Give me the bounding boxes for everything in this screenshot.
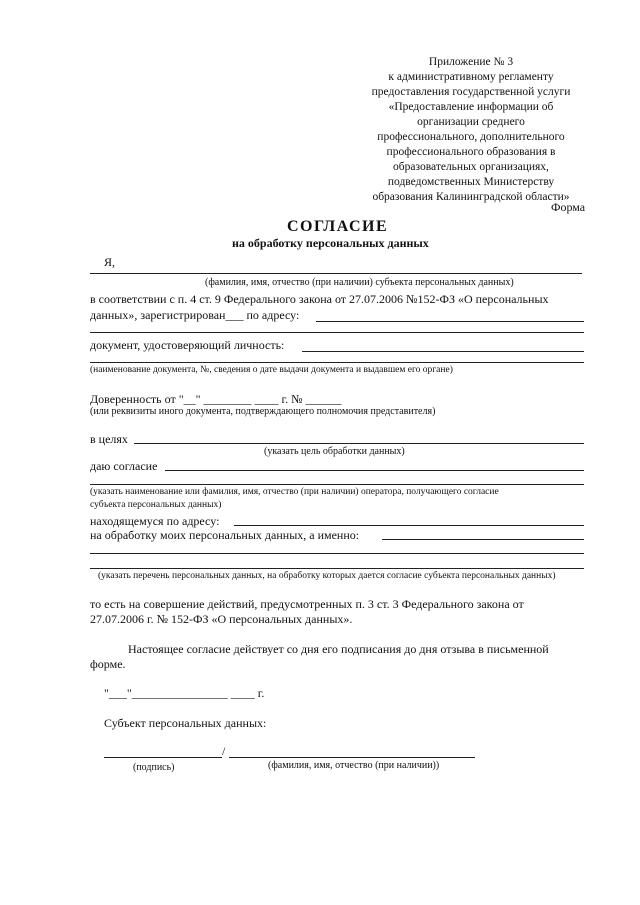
operator-field[interactable] [165,470,584,471]
slash-separator: / [222,744,226,758]
purpose-hint: (указать цель обработки данных) [264,446,405,457]
subject-fio-field[interactable] [229,757,475,758]
law-reference-line: в соответствии с п. 4 ст. 9 Федерального закона от 27.07.2006 №152-ФЗ «О персональных [90,292,549,306]
header-line: образования Калининградской области» [372,191,570,203]
document-title: СОГЛАСИЕ [287,218,389,235]
header-line: профессионального, дополнительного [377,131,565,143]
fio-hint: (фамилия, имя, отчество (при наличии) субъекта персональных данных) [205,277,514,288]
operator-hint: (указать наименование или фамилия, имя, отчество (при наличии) оператора, получающего согласие [90,487,499,497]
identity-document-label: документ, удостоверяющий личность: [90,338,285,352]
personal-data-field-2[interactable] [90,553,584,554]
signature-hint: (подпись) [133,762,175,773]
validity-line-continued: форме. [90,657,126,671]
registered-address-label: данных», зарегистрирован___ по адресу: [90,308,300,322]
header-line: «Предоставление информации об [388,101,554,113]
identity-document-field-2[interactable] [90,362,584,363]
fio-field[interactable] [90,273,582,274]
personal-data-field-3[interactable] [90,568,584,569]
subject-label: Субъект персональных данных: [104,716,267,730]
form-label: Форма [551,200,586,214]
appendix-header [368,55,574,205]
header-line: профессионального образования в [386,146,556,158]
header-line: организации среднего [417,116,525,128]
power-of-attorney-line: Доверенность от "__" ________ ____ г. № ______ [90,392,342,406]
operator-field-2[interactable] [90,484,584,485]
purpose-field[interactable] [134,443,584,444]
i-label: Я, [104,255,116,269]
identity-document-hint: (наименование документа, №, сведения о дате выдачи документа и выдавшем его органе) [90,365,453,375]
header-line: предоставления государственной услуги [371,86,571,98]
address-field[interactable] [316,321,584,322]
header-line: подведомственных Министерству [387,176,555,188]
validity-line: Настоящее согласие действует со дня его подписания до дня отзыва в письменной [128,642,549,656]
header-line: образовательных организациях, [393,161,549,173]
operator-hint-continued: субъекта персональных данных) [90,500,222,510]
personal-data-hint: (указать перечень персональных данных, на обработку которых дается согласие субъекта персональных данных) [98,571,556,581]
personal-data-field[interactable] [382,539,584,540]
located-address-label: находящемуся по адресу: [90,514,220,528]
consent-label: даю согласие [90,459,158,473]
subject-fio-hint: (фамилия, имя, отчество (при наличии)) [268,760,440,771]
signature-field[interactable] [104,757,222,758]
identity-document-field[interactable] [302,351,584,352]
appendix-number: Приложение № 3 [428,56,514,68]
purpose-label: в целях [90,432,128,446]
operator-address-field[interactable] [234,525,584,526]
processing-label: на обработку моих персональных данных, а именно: [90,528,360,542]
actions-line: то есть на совершение действий, предусмотренных п. 3 ст. 3 Федерального закона от [90,597,524,611]
document-subtitle: на обработку персональных данных [232,236,429,250]
address-field-2[interactable] [90,332,584,333]
date-field[interactable]: "___"________________ ____ г. [104,686,265,700]
power-of-attorney-hint: (или реквизиты иного документа, подтверждающего полномочия представителя) [90,406,436,417]
header-line: к административному регламенту [388,71,554,83]
actions-line-continued: 27.07.2006 г. № 152-ФЗ «О персональных данных». [90,612,353,626]
